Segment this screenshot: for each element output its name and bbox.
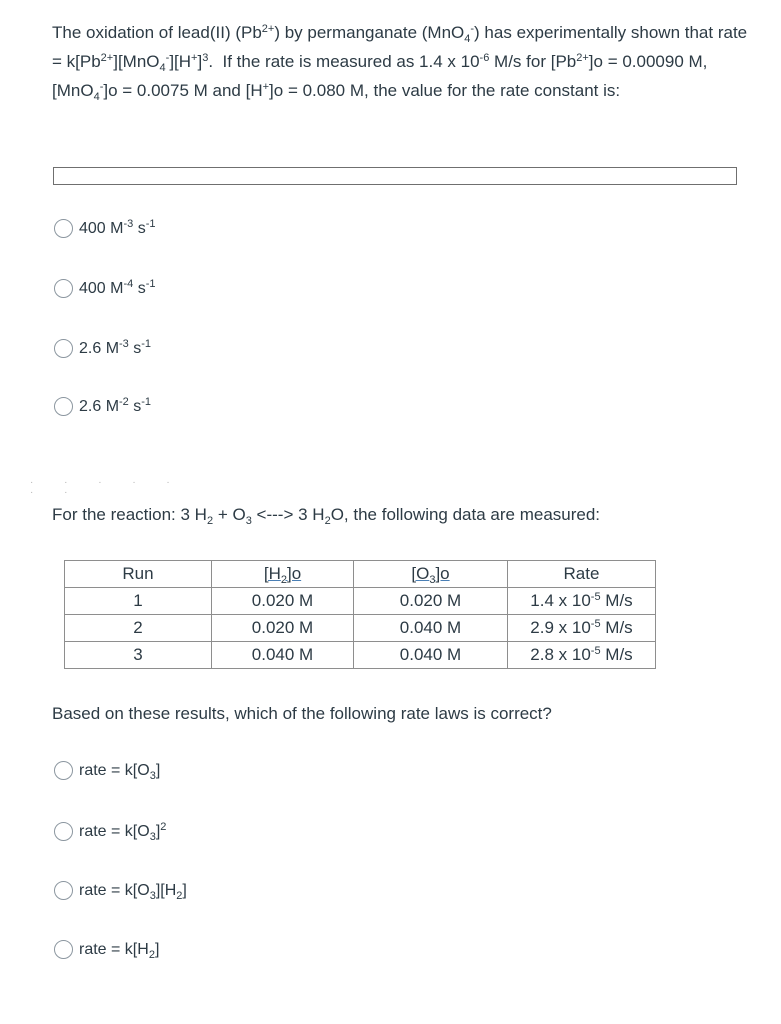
option-label: 2.6 $M^{-3}$ $s^{-1}$: [79, 337, 152, 357]
radio-button[interactable]: [54, 940, 73, 959]
radio-button[interactable]: [54, 761, 73, 780]
option-label: 400 $M^{-4}$ $s^{-1}$: [79, 277, 156, 297]
option-q1-b[interactable]: [54, 279, 155, 298]
header-h2: $[H_2]o$: [212, 561, 354, 588]
option-q2-c[interactable]: [54, 881, 187, 900]
rate-data-table: [64, 560, 656, 669]
table-row: [65, 588, 656, 615]
option-label: rate = $k[O_3][H_2]$: [79, 881, 187, 902]
cell-run: 3: [65, 642, 212, 669]
cell-run: 2: [65, 615, 212, 642]
option-label: rate = $k[O_3]$: [79, 761, 161, 782]
radio-button[interactable]: [54, 279, 73, 298]
radio-button[interactable]: [54, 339, 73, 358]
cell-h2: 0.040 M: [212, 642, 354, 669]
cell-rate: 2.9 x $10^{-5}$ M/s: [508, 615, 656, 642]
radio-button[interactable]: [54, 822, 73, 841]
radio-button[interactable]: [54, 397, 73, 416]
option-q2-d[interactable]: [54, 940, 159, 959]
cell-run: 1: [65, 588, 212, 615]
option-q2-b[interactable]: [54, 822, 166, 841]
header-o3: $[O_3]o$: [354, 561, 508, 588]
cell-h2: 0.020 M: [212, 615, 354, 642]
answer-input[interactable]: [53, 167, 737, 185]
option-label: rate = $k[H_2]$: [79, 940, 160, 961]
question-1-text: The oxidation of lead(II) $(Pb^{2+})$ by permanganate (MnO$_4$-) has experimentally shown that rate = $k[Pb^{2+}][MnO_4^-][H^+]^3$. If the rate is measured as 1.4 x $10^{-6}$ M/s for $[Pb^{2+}]o = 0.00090$ M, [MnO$_4$-]o = 0.0075 M and [H+]o = 0.080 M, the value for the rate constant is:: [52, 23, 748, 103]
question-2-prompt: Based on these results, which of the following rate laws is correct?: [52, 704, 552, 723]
table-row: [65, 642, 656, 669]
cell-rate: 1.4 x $10^{-5}$ M/s: [508, 588, 656, 615]
header-rate: Rate: [508, 561, 656, 588]
cell-rate: 2.8 x $10^{-5}$ M/s: [508, 642, 656, 669]
option-q1-c[interactable]: [54, 339, 151, 358]
option-q1-a[interactable]: [54, 219, 155, 238]
radio-button[interactable]: [54, 219, 73, 238]
cell-o3: 0.020 M: [354, 588, 508, 615]
table-header-row: [65, 561, 656, 588]
question-2-reaction: For the reaction: 3 $H_2 + O_3$ <---> 3 $H_2O$, the following data are measured:: [52, 505, 601, 527]
option-q1-d[interactable]: [54, 397, 151, 416]
option-label: 400 $M^{-3}$ $s^{-1}$: [79, 217, 156, 237]
header-run: Run: [65, 561, 212, 588]
option-label: rate = $k[O_3]^2$: [79, 820, 167, 843]
cell-o3: 0.040 M: [354, 615, 508, 642]
separator-dots: · · · · · · ·: [30, 477, 184, 498]
cell-o3: 0.040 M: [354, 642, 508, 669]
table-row: [65, 615, 656, 642]
option-q2-a[interactable]: [54, 761, 160, 780]
option-label: 2.6 $M^{-2}$ $s^{-1}$: [79, 395, 152, 415]
radio-button[interactable]: [54, 881, 73, 900]
cell-h2: 0.020 M: [212, 588, 354, 615]
